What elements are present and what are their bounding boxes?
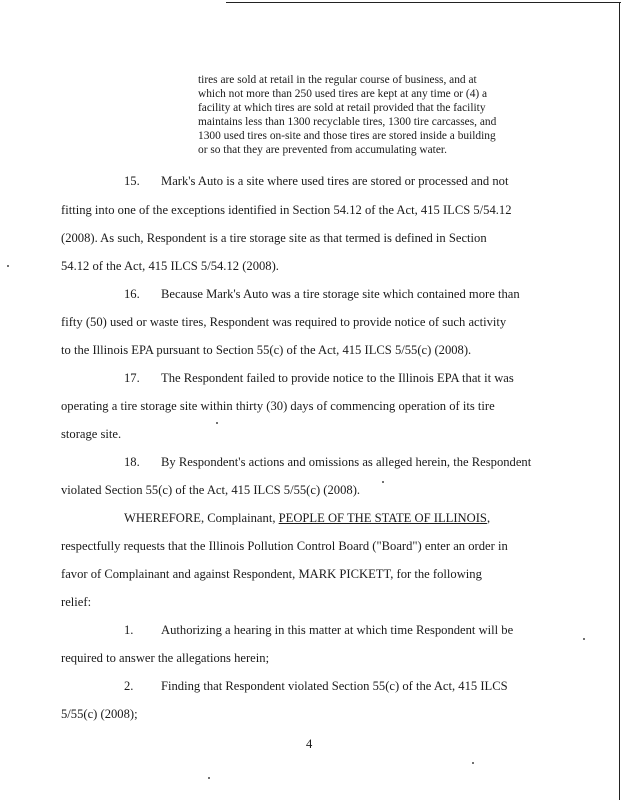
relief-text: 5/55(c) (2008);	[61, 707, 138, 721]
scan-speck	[583, 638, 585, 640]
block-quote-line: maintains less than 1300 recyclable tires, 1300 tire carcasses, and	[198, 116, 497, 128]
paragraph-text: By Respondent's actions and omissions as alleged herein, the Respondent	[161, 455, 532, 469]
scan-speck	[216, 422, 218, 424]
block-quote-line: or so that they are prevented from accumulating water.	[198, 144, 447, 156]
paragraph-text: 54.12 of the Act, 415 ILCS 5/54.12 (2008).	[61, 259, 279, 273]
relief-text: Authorizing a hearing in this matter at which time Respondent will be	[161, 623, 514, 637]
block-quote-line: facility at which tires are sold at retail provided that the facility	[198, 102, 486, 114]
relief-number: 2.	[124, 679, 134, 693]
scan-speck	[472, 762, 474, 764]
wherefore-clause	[124, 511, 490, 525]
paragraph-text: respectfully requests that the Illinois Pollution Control Board ("Board") enter an order in	[61, 539, 508, 553]
paragraph-number: 17.	[124, 371, 140, 385]
paragraph-text: Because Mark's Auto was a tire storage site which contained more than	[161, 287, 520, 301]
paragraph-text: fifty (50) used or waste tires, Respondent was required to provide notice of such activity	[61, 315, 507, 329]
wherefore-tail: ,	[486, 511, 491, 525]
block-quote-line: which not more than 250 used tires are kept at any time or (4) a	[198, 88, 488, 100]
paragraph-text: violated Section 55(c) of the Act, 415 ILCS 5/55(c) (2008).	[61, 483, 361, 497]
block-quote-line: tires are sold at retail in the regular course of business, and at	[198, 74, 477, 86]
page-top-border	[226, 2, 621, 3]
relief-text: Finding that Respondent violated Section 55(c) of the Act, 415 ILCS	[161, 679, 508, 693]
paragraph-text: to the Illinois EPA pursuant to Section 55(c) of the Act, 415 ILCS 5/55(c) (2008).	[61, 343, 472, 357]
paragraph-text: Mark's Auto is a site where used tires are stored or processed and not	[161, 174, 509, 188]
page-right-border	[619, 2, 620, 800]
paragraph-text: favor of Complainant and against Respondent, MARK PICKETT, for the following	[61, 567, 482, 581]
relief-number: 1.	[124, 623, 134, 637]
paragraph-number: 18.	[124, 455, 140, 469]
relief-text: required to answer the allegations herein;	[61, 651, 270, 665]
scan-speck	[382, 481, 384, 483]
scan-speck	[208, 777, 210, 779]
wherefore-lead: WHEREFORE, Complainant,	[124, 511, 279, 525]
page-number: 4	[306, 737, 313, 751]
complainant-party: PEOPLE OF THE STATE OF ILLINOIS	[278, 511, 487, 525]
paragraph-number: 15.	[124, 174, 140, 188]
paragraph-text: storage site.	[61, 427, 122, 441]
paragraph-text: fitting into one of the exceptions identified in Section 54.12 of the Act, 415 ILCS 5/54.12	[61, 203, 512, 217]
paragraph-text: The Respondent failed to provide notice to the Illinois EPA that it was	[161, 371, 514, 385]
paragraph-text: operating a tire storage site within thirty (30) days of commencing operation of its tire	[61, 399, 495, 413]
paragraph-text: relief:	[61, 595, 92, 609]
block-quote-line: 1300 used tires on-site and those tires are stored inside a building	[198, 130, 496, 142]
paragraph-number: 16.	[124, 287, 140, 301]
paragraph-text: (2008). As such, Respondent is a tire storage site as that termed is defined in Section	[61, 231, 487, 245]
scan-speck	[7, 265, 9, 267]
